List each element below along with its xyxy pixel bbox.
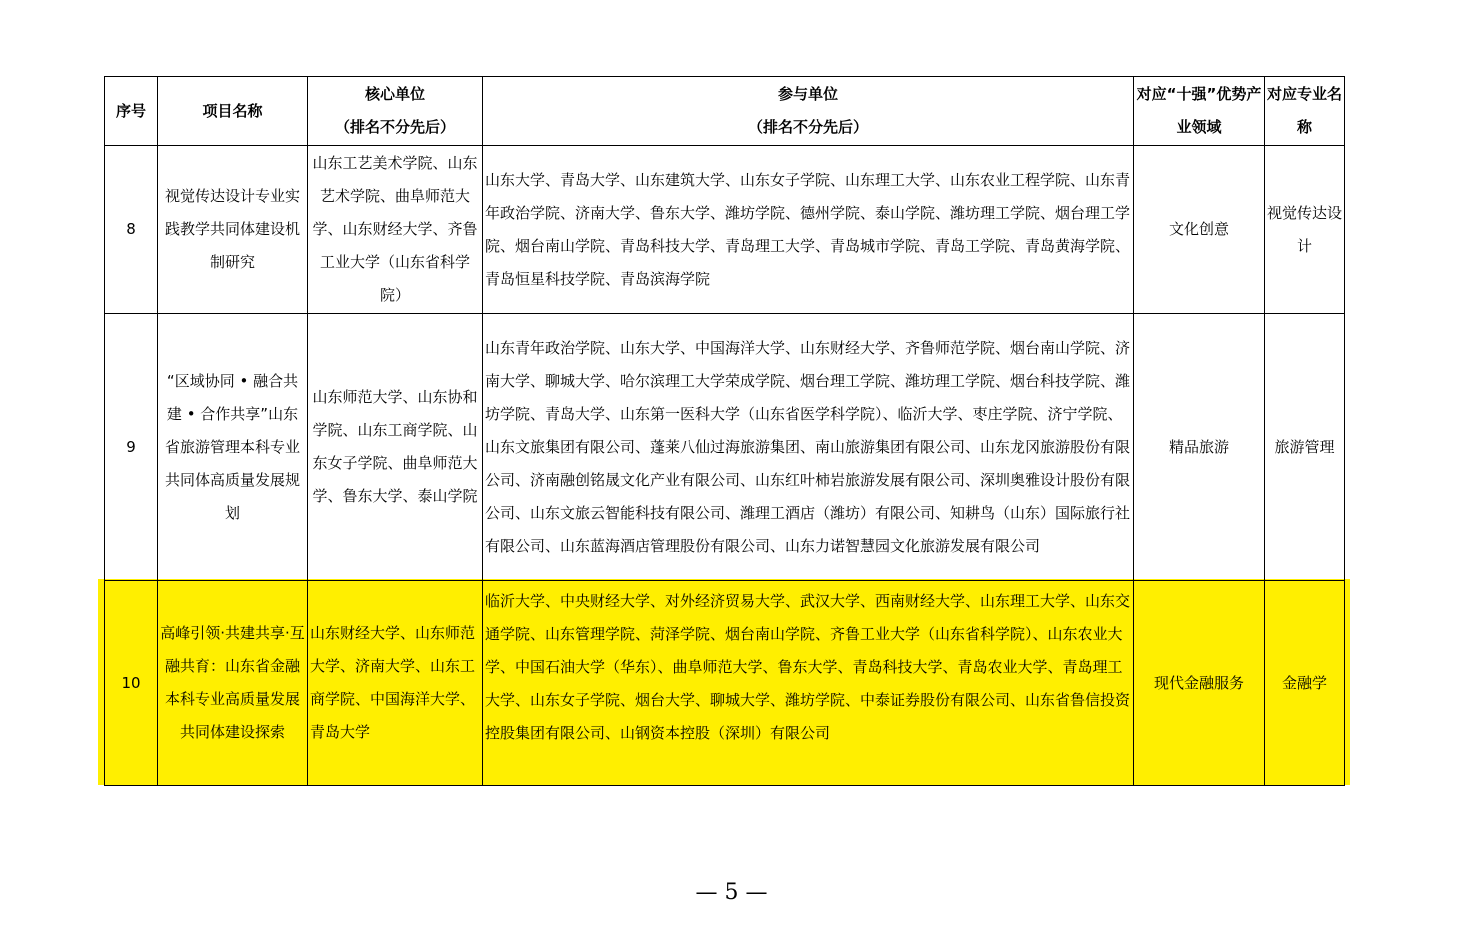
header-row [105, 77, 1345, 146]
header-major: 对应专业名称 [1265, 77, 1345, 146]
page-number: — 5 — [695, 880, 768, 905]
core-units-cell: 山东财经大学、山东师范大学、济南大学、山东工商学院、中国海洋大学、青岛大学 [308, 581, 483, 786]
participants-cell: 临沂大学、中央财经大学、对外经济贸易大学、武汉大学、西南财经大学、山东理工大学、山东交通学院、山东管理学院、菏泽学院、烟台南山学院、齐鲁工业大学（山东省科学院）、山东农业大学、中国石油大学（华东）、曲阜师范大学、鲁东大学、青岛科技大学、青岛农业大学、青岛理工大学、山东女子学院、烟台大学、聊城大学、潍坊学院、中泰证券股份有限公司、山东省鲁信投资控股集团有限公司、山钢资本控股（深圳）有限公司 [483, 581, 1134, 786]
header-core: 核心单位 （排名不分先后） [308, 77, 483, 146]
table-row [105, 146, 1345, 314]
major-cell: 旅游管理 [1265, 314, 1345, 581]
project-name-cell: “区域协同 • 融合共建 • 合作共享”山东省旅游管理本科专业共同体高质量发展规划 [158, 314, 308, 581]
project-name-cell: 视觉传达设计专业实践教学共同体建设机制研究 [158, 146, 308, 314]
table-row-highlighted [105, 581, 1345, 786]
header-participants: 参与单位 （排名不分先后） [483, 77, 1134, 146]
participants-cell: 山东青年政治学院、山东大学、中国海洋大学、山东财经大学、齐鲁师范学院、烟台南山学院、济南大学、聊城大学、哈尔滨理工大学荣成学院、烟台理工学院、潍坊理工学院、烟台科技学院、潍坊学院、青岛大学、山东第一医科大学（山东省医学科学院）、临沂大学、枣庄学院、济宁学院、山东文旅集团有限公司、蓬莱八仙过海旅游集团、南山旅游集团有限公司、山东龙冈旅游股份有限公司、济南融创铭晟文化产业有限公司、山东红叶柿岩旅游发展有限公司、深圳奥雅设计股份有限公司、山东文旅云智能科技有限公司、潍理工酒店（潍坊）有限公司、知耕鸟（山东）国际旅行社有限公司、山东蓝海酒店管理股份有限公司、山东力诺智慧园文化旅游发展有限公司 [483, 314, 1134, 581]
core-units-cell: 山东师范大学、山东协和学院、山东工商学院、山东女子学院、曲阜师范大学、鲁东大学、泰山学院 [308, 314, 483, 581]
header-industry: 对应“十强”优势产业领域 [1134, 77, 1265, 146]
header-seq: 序号 [105, 77, 158, 146]
industry-cell: 精品旅游 [1134, 314, 1265, 581]
industry-cell: 现代金融服务 [1134, 581, 1265, 786]
header-project: 项目名称 [158, 77, 308, 146]
participants-cell: 山东大学、青岛大学、山东建筑大学、山东女子学院、山东理工大学、山东农业工程学院、山东青年政治学院、济南大学、鲁东大学、潍坊学院、德州学院、泰山学院、潍坊理工学院、烟台理工学院、烟台南山学院、青岛科技大学、青岛理工大学、青岛城市学院、青岛工学院、青岛黄海学院、青岛恒星科技学院、青岛滨海学院 [483, 146, 1134, 314]
seq-cell: 9 [105, 314, 158, 581]
table-row [105, 314, 1345, 581]
industry-cell: 文化创意 [1134, 146, 1265, 314]
major-cell: 金融学 [1265, 581, 1345, 786]
major-cell: 视觉传达设计 [1265, 146, 1345, 314]
seq-cell: 10 [105, 581, 158, 786]
seq-cell: 8 [105, 146, 158, 314]
project-name-cell: 高峰引领·共建共享·互融共育：山东省金融本科专业高质量发展共同体建设探索 [158, 581, 308, 786]
core-units-cell: 山东工艺美术学院、山东艺术学院、曲阜师范大学、山东财经大学、齐鲁工业大学（山东省科学院） [308, 146, 483, 314]
project-table [104, 76, 1345, 786]
